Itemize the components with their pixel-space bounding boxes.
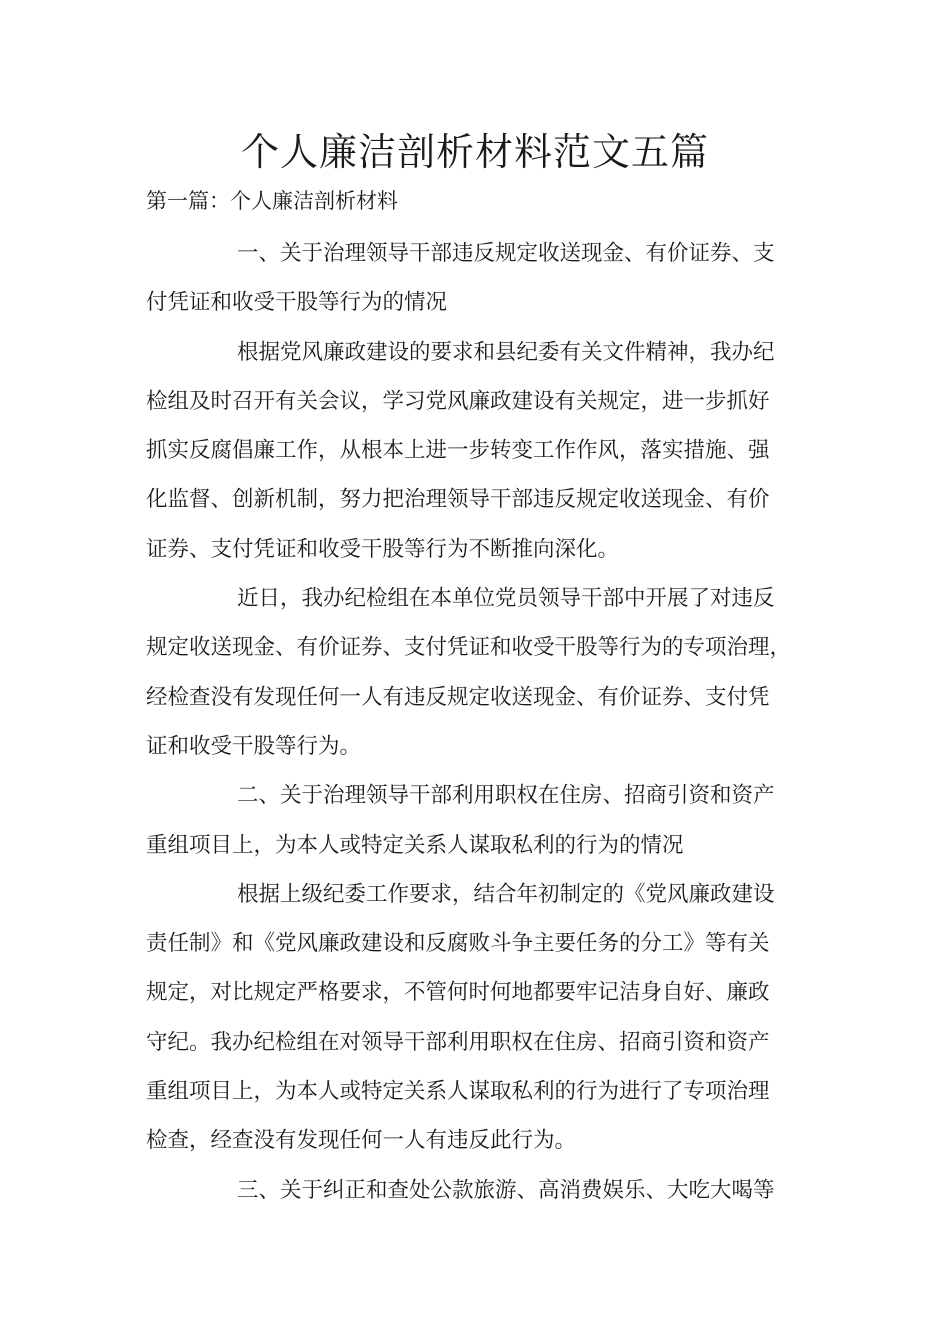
- paragraph: [146, 229, 826, 328]
- text-line: 二、关于治理领导干部利用职权在住房、招商引资和资产: [237, 783, 775, 809]
- text-line: 重组项目上，为本人或特定关系人谋取私利的行为的情况: [146, 832, 684, 858]
- text-line: 守纪。我办纪检组在对领导干部利用职权在住房、招商引资和资产: [146, 1029, 770, 1055]
- text-line: 抓实反腐倡廉工作，从根本上进一步转变工作作风，落实措施、强: [146, 438, 770, 464]
- document-title: 个人廉洁剖析材料范文五篇: [240, 130, 709, 174]
- text-line: 三、关于纠正和查处公款旅游、高消费娱乐、大吃大喝等: [237, 1177, 775, 1203]
- text-line: 经检查没有发现任何一人有违反规定收送现金、有价证券、支付凭: [146, 684, 770, 710]
- paragraph: [146, 328, 826, 574]
- paragraph: [146, 1166, 826, 1215]
- section-heading: 第一篇：个人廉洁剖析材料: [146, 189, 398, 213]
- document-body: [146, 229, 826, 1215]
- text-line: 根据上级纪委工作要求，结合年初制定的《党风廉政建设: [237, 881, 775, 907]
- text-line: 证和收受干股等行为。: [146, 733, 362, 759]
- text-line: 一、关于治理领导干部违反规定收送现金、有价证券、支: [237, 241, 775, 266]
- text-line: 检查，经查没有发现任何一人有违反此行为。: [146, 1128, 577, 1154]
- text-line: 责任制》和《党风廉政建设和反腐败斗争主要任务的分工》等有关: [146, 931, 770, 957]
- text-line: 规定收送现金、有价证券、支付凭证和收受干股等行为的专项治理，: [146, 635, 792, 661]
- text-line: 证券、支付凭证和收受干股等行为不断推向深化。: [146, 536, 620, 562]
- text-line: 近日，我办纪检组在本单位党员领导干部中开展了对违反: [237, 586, 775, 612]
- text-line: 化监督、创新机制，努力把治理领导干部违反规定收送现金、有价: [146, 487, 770, 513]
- paragraph: [146, 870, 826, 1166]
- paragraph: [146, 771, 826, 870]
- text-line: 付凭证和收受干股等行为的情况: [146, 290, 448, 316]
- text-line: 检组及时召开有关会议，学习党风廉政建设有关规定，进一步抓好: [146, 388, 770, 414]
- text-line: 根据党风廉政建设的要求和县纪委有关文件精神，我办纪: [237, 339, 775, 365]
- text-line: 规定，对比规定严格要求，不管何时何地都要牢记洁身自好、廉政: [146, 980, 770, 1006]
- paragraph: [146, 574, 826, 771]
- text-line: 重组项目上，为本人或特定关系人谋取私利的行为进行了专项治理: [146, 1079, 770, 1105]
